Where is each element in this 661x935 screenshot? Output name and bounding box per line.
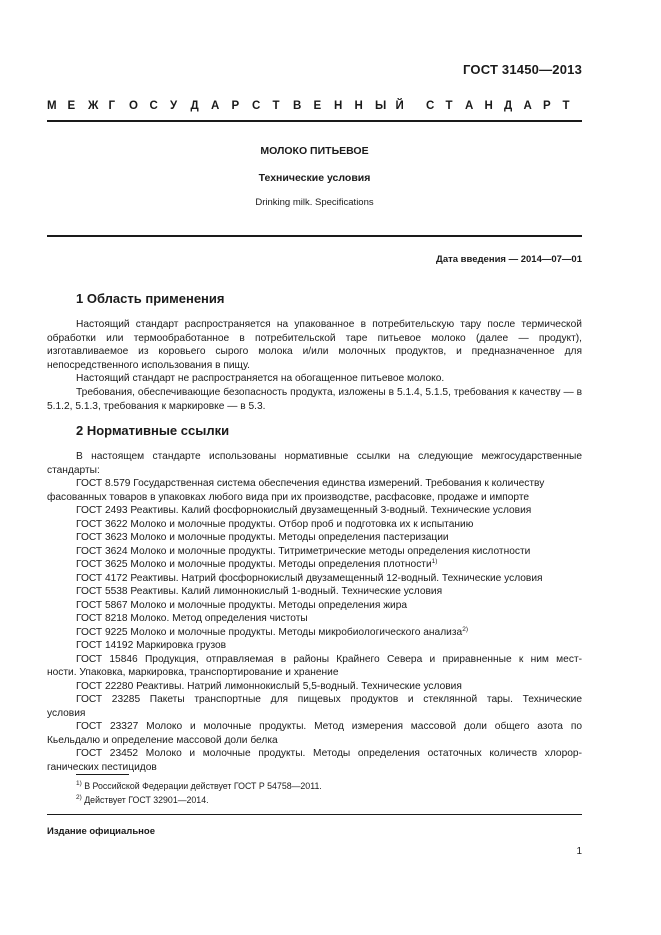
gost-number: ГОСТ 31450—2013 xyxy=(463,62,582,77)
footnote-2-text: Действует ГОСТ 32901—2014. xyxy=(81,795,209,805)
banner-letter: У xyxy=(170,100,178,112)
reference-line: ГОСТ 23327 Молоко и молочные продукты. Метод измерения массовой доли общего азота по xyxy=(76,721,582,732)
banner-letter: Й xyxy=(395,100,404,112)
reference-line: ГОСТ 3622 Молоко и молочные продукты. Отбор проб и подготовка их к испытанию xyxy=(76,519,474,530)
reference-line xyxy=(76,626,582,640)
banner-letter: Р xyxy=(543,100,551,112)
reference-line: ганических пестицидов xyxy=(47,762,157,773)
reference-line: ГОСТ 23452 Молоко и молочные продукты. Методы определения остаточных количеств хлорор- xyxy=(76,748,582,759)
banner-letter: Р xyxy=(231,100,240,112)
banner-letter: Г xyxy=(108,100,116,112)
document-subtitle: Технические условия xyxy=(258,172,371,184)
banner-letter: Е xyxy=(313,100,322,112)
reference-line: ГОСТ 8.579 Государственная система обеспечения единства измерений. Требования к количеству xyxy=(76,478,545,489)
banner-letter: А xyxy=(211,100,220,112)
banner-letter: Н xyxy=(484,100,493,112)
footnote-ref-1: 1) xyxy=(431,558,438,565)
footnote-1-text: В Российской Федерации действует ГОСТ Р 54758—2011. xyxy=(81,781,322,791)
footnote-2 xyxy=(76,794,209,806)
footnote-1-mark: 1) xyxy=(76,780,82,787)
reference-line: ГОСТ 4172 Реактивы. Натрий фосфорнокислый двузамещенный 12-водный. Технические условия xyxy=(76,573,543,584)
reference-text: ГОСТ 9225 Молоко и молочные продукты. Методы микробиологического анализа xyxy=(76,627,463,638)
footer-rule xyxy=(47,814,582,815)
reference-line: ГОСТ 15846 Продукция, отправляемая в районы Крайнего Севера и приравненные к ним мест- xyxy=(76,654,582,665)
banner-letter: Т xyxy=(272,100,280,112)
reference-line: ГОСТ 23285 Пакеты транспортные для пищевых продуктов и стеклянной тары. Технические xyxy=(76,694,582,705)
banner-letter: С xyxy=(149,100,158,112)
interstate-word xyxy=(47,100,416,112)
section-2-intro: В настоящем стандарте использованы нормативные ссылки на следующие межгосударственные стандарты: xyxy=(47,451,582,476)
title-rule xyxy=(47,235,582,237)
footnote-separator xyxy=(76,774,129,775)
footnote-1 xyxy=(76,780,322,792)
banner-letter: Е xyxy=(67,100,76,112)
footnote-2-mark: 2) xyxy=(76,794,82,801)
section-2-heading: 2 Нормативные ссылки xyxy=(76,423,230,438)
reference-line: Кьельдалю и определение массовой доли белка xyxy=(47,735,278,746)
banner-letter: Т xyxy=(562,100,570,112)
banner-letter: А xyxy=(465,100,474,112)
banner-letter: Н xyxy=(334,100,343,112)
document-english-title: Drinking milk. Specifications xyxy=(255,197,374,208)
banner-letter: А xyxy=(523,100,532,112)
reference-line xyxy=(76,558,582,572)
interstate-standard-banner xyxy=(47,100,582,112)
section-1-paragraph-1: Настоящий стандарт распространяется на упакованное в потребительскую тару после термической обработки или термообработанное в потребительской таре питьевое молоко (далее — продукт), изготавливаемое из коровьего сырого молока и/или молочных продуктов, и предназначенное для непосредственного использования в пищу. xyxy=(47,319,582,371)
reference-text: ГОСТ 3625 Молоко и молочные продукты. Методы определения плотности xyxy=(76,559,432,570)
reference-line: ГОСТ 22280 Реактивы. Натрий лимоннокислый 5,5-водный. Технические условия xyxy=(76,681,462,692)
reference-line: фасованных товаров в упаковках любого вида при их производстве, расфасовке, продаже и импорте xyxy=(47,492,530,503)
banner-letter: Н xyxy=(354,100,363,112)
reference-line: ГОСТ 8218 Молоко. Метод определения чистоты xyxy=(76,613,308,624)
section-1-paragraph-3: Требования, обеспечивающие безопасность продукта, изложены в 5.1.4, 5.1.5, требования к качеству — в 5.1.2, 5.1.3, требования к маркировке — в 5.3. xyxy=(47,387,582,412)
footnote-ref-2: 2) xyxy=(462,626,468,633)
reference-line: ГОСТ 3623 Молоко и молочные продукты. Методы определения пастеризации xyxy=(76,532,449,543)
banner-letter: Ж xyxy=(88,100,99,112)
section-1-paragraph-2: Настоящий стандарт не распространяется на обогащенное питьевое молоко. xyxy=(76,373,445,384)
reference-line: ГОСТ 2493 Реактивы. Калий фосфорнокислый двузамещенный 3-водный. Технические условия xyxy=(76,505,532,516)
reference-line: ности. Упаковка, маркировка, транспортирование и хранение xyxy=(47,667,339,678)
banner-letter: Д xyxy=(504,100,513,112)
banner-letter: С xyxy=(426,100,435,112)
page-number: 1 xyxy=(576,846,582,857)
introduction-date: Дата введения — 2014—07—01 xyxy=(436,254,582,265)
banner-letter: Д xyxy=(190,100,199,112)
standard-word xyxy=(426,100,582,112)
reference-line: ГОСТ 14192 Маркировка грузов xyxy=(76,640,227,651)
document-title: МОЛОКО ПИТЬЕВОЕ xyxy=(260,145,369,157)
reference-line: условия xyxy=(47,708,86,719)
section-1-heading: 1 Область применения xyxy=(76,291,225,306)
banner-letter: Т xyxy=(445,100,453,112)
banner-letter: С xyxy=(252,100,261,112)
banner-letter: Ы xyxy=(375,100,387,112)
banner-letter: В xyxy=(293,100,302,112)
reference-line: ГОСТ 3624 Молоко и молочные продукты. Титриметрические методы определения кислотности xyxy=(76,546,531,557)
reference-line: ГОСТ 5867 Молоко и молочные продукты. Методы определения жира xyxy=(76,600,408,611)
banner-letter: М xyxy=(47,100,57,112)
official-edition-label: Издание официальное xyxy=(47,826,155,837)
banner-letter: О xyxy=(129,100,138,112)
reference-line: ГОСТ 5538 Реактивы. Калий лимоннокислый 1-водный. Технические условия xyxy=(76,586,443,597)
header-rule xyxy=(47,120,582,122)
